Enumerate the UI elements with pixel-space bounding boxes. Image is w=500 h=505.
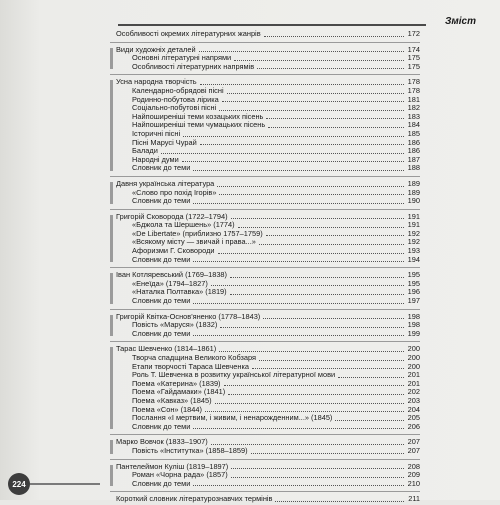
entry-title: Словник до теми (132, 254, 191, 264)
toc-subentry[interactable] (110, 330, 420, 339)
dot-leader (259, 243, 404, 245)
entry-title: «Всякому місту — звичай і права...» (132, 237, 256, 247)
dot-leader (193, 202, 404, 204)
entry-title: Послання «І мертвим, і живим, і ненарожденним...» (1845) (132, 413, 333, 423)
entry-title: «Наталка Полтавка» (1819) (132, 287, 227, 297)
entry-title: Тарас Шевченко (1814–1861) (116, 344, 217, 354)
entry-title: «De Libertate» (приблизно 1757–1759) (132, 228, 263, 238)
dot-leader (230, 276, 404, 278)
dot-leader (219, 350, 404, 352)
entry-title: Особливості окремих літературних жанрів (116, 29, 261, 38)
entry-page-number: 206 (407, 421, 420, 431)
entry-page-number: 200 (407, 361, 420, 371)
dot-leader (263, 317, 404, 319)
section-divider (110, 434, 420, 435)
dot-leader (183, 135, 404, 137)
section-divider (110, 176, 420, 177)
entry-page-number: 209 (407, 470, 420, 480)
entry-page-number: 183 (407, 111, 420, 121)
dot-leader (252, 367, 404, 369)
dot-leader (275, 500, 404, 502)
entry-title: Найпоширеніші теми чумацьких пісень (132, 120, 266, 130)
toc-heading-entry[interactable] (110, 30, 420, 39)
entry-page-number: 193 (407, 246, 420, 256)
dot-leader (251, 452, 404, 454)
entry-title: Пантелеймон Куліш (1819–1897) (116, 461, 229, 471)
dot-leader (238, 226, 404, 228)
table-of-contents (110, 30, 420, 505)
entry-page-number: 199 (407, 328, 420, 338)
entry-title: Давня українська література (116, 178, 215, 188)
entry-title: Усна народна творчість (116, 77, 197, 87)
section-divider (110, 267, 420, 268)
dot-leader (215, 402, 404, 404)
entry-title: Історичні пісні (132, 128, 181, 138)
dot-leader (231, 217, 404, 219)
entry-page-number: 174 (407, 44, 420, 54)
entry-title: Основні літературні напрями (132, 53, 232, 63)
toc-section (110, 180, 420, 206)
dot-leader (193, 260, 404, 262)
entry-title: Словник до теми (132, 163, 191, 173)
entry-page-number: 184 (407, 120, 420, 130)
entry-page-number: 187 (407, 154, 420, 164)
entry-page-number: 178 (407, 85, 420, 95)
entry-page-number: 195 (407, 270, 420, 280)
section-divider (110, 74, 420, 75)
entry-page-number: 203 (407, 395, 420, 405)
entry-title: Повість «Маруся» (1832) (132, 320, 218, 330)
entry-page-number: 172 (407, 29, 420, 38)
dot-leader (224, 384, 404, 386)
dot-leader (266, 234, 404, 236)
page-title: Зміст (444, 16, 476, 27)
entry-title: Види художніх деталей (116, 44, 196, 54)
dot-leader (205, 410, 404, 412)
entry-title: Словник до теми (132, 478, 191, 488)
dot-leader (268, 126, 404, 128)
entry-title: Соціально-побутові пісні (132, 103, 217, 113)
dot-leader (257, 67, 404, 69)
entry-title: Афоризми Г. Сковороди (132, 246, 215, 256)
toc-subentry[interactable] (110, 256, 420, 265)
entry-title: Словник до теми (132, 328, 191, 338)
toc-section (110, 438, 420, 455)
entry-page-number: 202 (407, 387, 420, 397)
entry-title: Етапи творчості Тараса Шевченка (132, 361, 249, 371)
entry-page-number: 181 (407, 94, 420, 104)
entry-page-number: 205 (407, 413, 420, 423)
toc-subentry[interactable] (110, 297, 420, 306)
dot-leader (230, 293, 404, 295)
dot-leader (193, 169, 404, 171)
dot-leader (199, 50, 404, 52)
entry-page-number: 207 (407, 437, 420, 447)
entry-page-number: 198 (407, 311, 420, 321)
toc-section (110, 313, 420, 339)
entry-page-number: 211 (408, 494, 420, 504)
dot-leader (220, 326, 404, 328)
entry-title: Балади (132, 146, 158, 156)
entry-title: Народні думи (132, 154, 179, 164)
section-divider (110, 341, 420, 342)
entry-page-number: 189 (407, 187, 420, 197)
entry-title: Творча спадщина Великого Кобзаря (132, 353, 257, 362)
dot-leader (234, 59, 404, 61)
toc-section (110, 271, 420, 305)
entry-page-number: 195 (407, 278, 420, 288)
toc-section (110, 78, 420, 173)
header-rule (118, 24, 426, 26)
entry-page-number: 192 (407, 237, 420, 247)
section-divider (110, 459, 420, 460)
dot-leader (211, 284, 404, 286)
dot-leader (227, 92, 404, 94)
dot-leader (193, 427, 404, 429)
entry-title: «Слово про похід Ігорів» (132, 187, 217, 197)
entry-title: Найпоширеніші теми козацьких пісень (132, 111, 264, 121)
entry-page-number: 201 (407, 370, 420, 380)
entry-title: «Енеїда» (1794–1827) (132, 278, 208, 288)
entry-page-number: 196 (407, 287, 420, 297)
entry-title: Поема «Кавказ» (1845) (132, 395, 212, 405)
dot-leader (219, 109, 404, 111)
dot-leader (338, 376, 404, 378)
toc-section (110, 30, 420, 39)
toc-section (110, 463, 420, 489)
dot-leader (222, 100, 404, 102)
entry-title: Словник до теми (132, 196, 191, 206)
dot-leader (228, 393, 404, 395)
toc-subentry[interactable] (110, 480, 420, 489)
entry-title: Іван Котляревський (1769–1838) (116, 270, 227, 280)
entry-page-number: 192 (407, 228, 420, 238)
entry-page-number: 175 (407, 53, 420, 63)
entry-title: Словник до теми (132, 296, 191, 306)
entry-page-number: 201 (407, 378, 420, 388)
dot-leader (259, 359, 404, 361)
entry-page-number: 189 (407, 178, 420, 188)
entry-page-number: 200 (407, 344, 420, 354)
dot-leader (211, 443, 404, 445)
dot-leader (266, 117, 404, 119)
entry-page-number: 210 (407, 478, 420, 488)
entry-page-number: 200 (407, 353, 420, 362)
section-divider (110, 491, 420, 492)
entry-page-number: 204 (407, 404, 420, 414)
dot-leader (231, 476, 404, 478)
toc-section (110, 46, 420, 72)
entry-title: Повість «Інститутка» (1858–1859) (132, 445, 248, 455)
entry-title: Роман «Чорна рада» (1857) (132, 470, 228, 480)
toc-subentry[interactable] (110, 63, 420, 72)
entry-title: «Бджола та Шершень» (1774) (132, 220, 235, 230)
toc-subentry[interactable] (110, 197, 420, 206)
entry-title: Календарно-обрядові пісні (132, 85, 224, 95)
entry-title: Роль Т. Шевченка в розвитку української літературної мови (132, 370, 336, 380)
entry-title: Пісні Марусі Чурай (132, 137, 197, 147)
toc-subentry[interactable] (110, 423, 420, 432)
entry-page-number: 186 (407, 137, 420, 147)
dot-leader (182, 160, 404, 162)
footer-rule (30, 483, 100, 485)
section-divider (110, 209, 420, 210)
dot-leader (193, 334, 404, 336)
dot-leader (218, 252, 404, 254)
entry-title: Марко Вовчок (1833–1907) (116, 437, 208, 447)
entry-page-number: 175 (407, 61, 420, 71)
entry-title: Поема «Гайдамаки» (1841) (132, 387, 226, 397)
entry-page-number: 182 (407, 103, 420, 113)
entry-title: Словник до теми (132, 421, 191, 431)
dot-leader (193, 302, 404, 304)
entry-title: Родинно-побутова лірика (132, 94, 219, 104)
entry-page-number: 194 (407, 254, 420, 264)
entry-page-number: 198 (407, 320, 420, 330)
section-divider (110, 42, 420, 43)
entry-page-number: 197 (407, 296, 420, 306)
entry-page-number: 191 (407, 220, 420, 230)
entry-title: Григорій Квітка-Основ'яненко (1778–1843) (116, 311, 261, 321)
entry-page-number: 207 (407, 445, 420, 455)
entry-page-number: 188 (407, 163, 420, 173)
page-number-badge: 224 (8, 473, 30, 495)
dot-leader (200, 143, 404, 145)
toc-section (110, 345, 420, 431)
section-divider (110, 309, 420, 310)
dot-leader (161, 152, 404, 154)
dot-leader (200, 83, 404, 85)
entry-page-number: 178 (407, 77, 420, 87)
entry-title: Поема «Катерина» (1839) (132, 378, 221, 388)
entry-page-number: 186 (407, 146, 420, 156)
entry-title: Короткий словник літературознавчих термінів (116, 494, 273, 504)
dot-leader (335, 419, 404, 421)
toc-subentry[interactable] (110, 164, 420, 173)
dot-leader (264, 35, 404, 37)
dot-leader (219, 193, 404, 195)
entry-title: Особливості літературних напрямів (132, 61, 255, 71)
toc-subentry[interactable] (110, 447, 420, 456)
dot-leader (231, 467, 404, 469)
entry-page-number: 185 (407, 128, 420, 138)
entry-title: Григорій Сковорода (1722–1794) (116, 211, 228, 221)
entry-page-number: 208 (407, 461, 420, 471)
dot-leader (193, 484, 404, 486)
toc-section (110, 213, 420, 265)
entry-page-number: 190 (407, 196, 420, 206)
entry-page-number: 191 (407, 211, 420, 221)
dot-leader (217, 185, 404, 187)
entry-title: Поема «Сон» (1844) (132, 404, 202, 414)
